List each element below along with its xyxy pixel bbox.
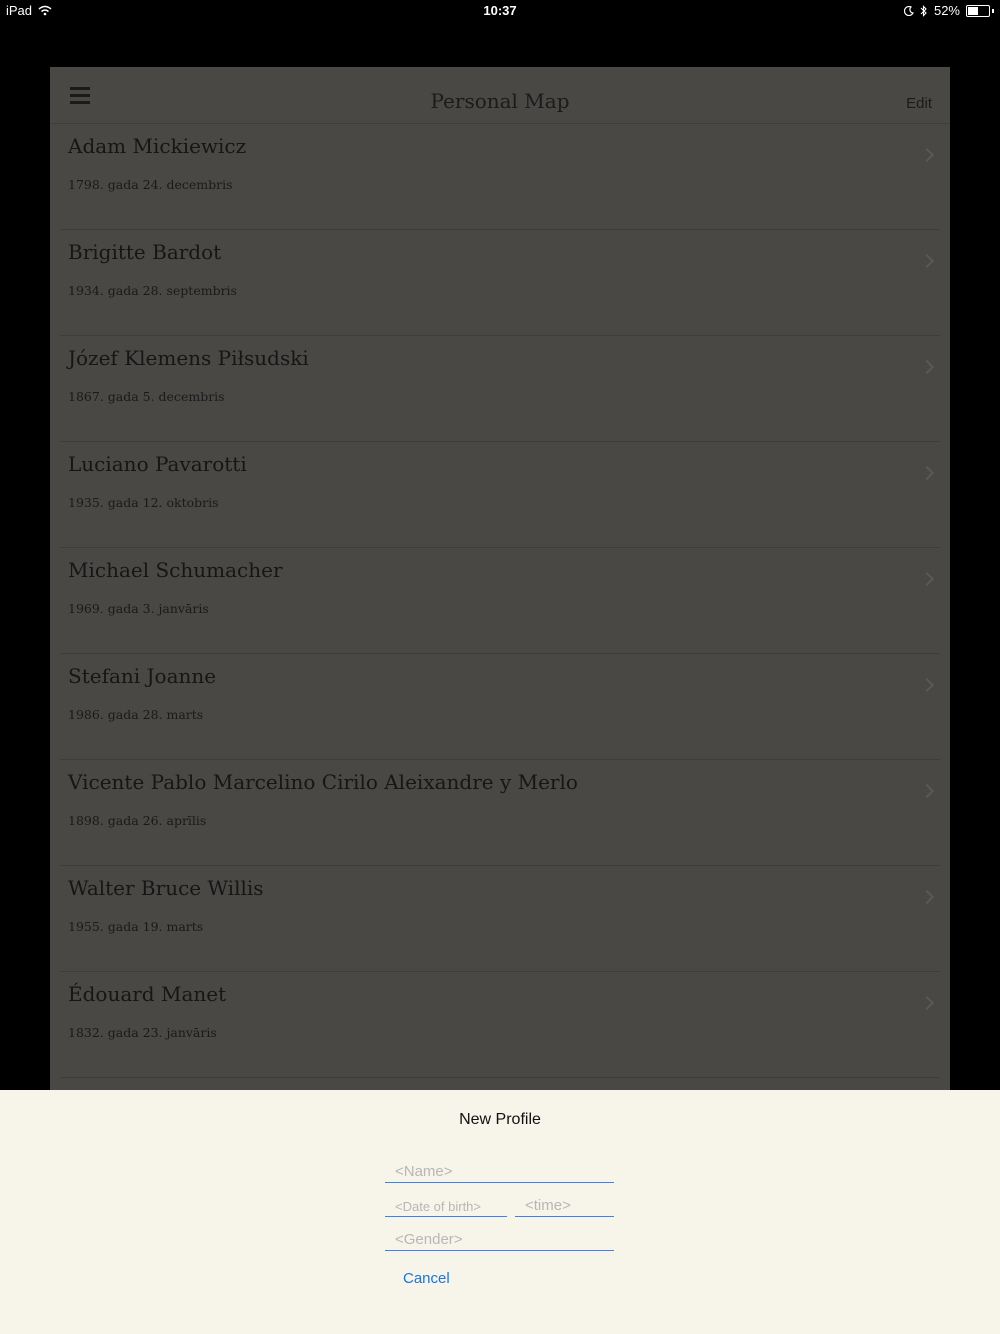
edit-button[interactable]: Edit (906, 95, 932, 112)
profile-birth-date: 1986. gada 28. marts (68, 707, 204, 722)
profile-birth-date: 1898. gada 26. aprīlis (68, 813, 207, 828)
gender-field[interactable] (385, 1228, 614, 1251)
battery-level (968, 7, 978, 15)
profile-birth-date: 1969. gada 3. janvāris (68, 601, 209, 616)
profile-row[interactable] (60, 336, 940, 442)
profile-name: Józef Klemens Piłsudski (68, 346, 309, 370)
profile-name: Vicente Pablo Marcelino Cirilo Aleixandre y Merlo (68, 770, 578, 794)
new-profile-sheet (0, 1090, 1000, 1334)
chevron-right-icon (920, 678, 934, 692)
profile-name: Édouard Manet (68, 982, 227, 1006)
profile-list (50, 124, 950, 1078)
page-title: Personal Map (430, 89, 570, 113)
chevron-right-icon (920, 148, 934, 162)
chevron-right-icon (920, 996, 934, 1010)
profile-birth-date: 1832. gada 23. janvāris (68, 1025, 217, 1040)
profile-name: Adam Mickiewicz (68, 134, 247, 158)
chevron-right-icon (920, 890, 934, 904)
profile-name: Luciano Pavarotti (68, 452, 247, 476)
nav-bar (50, 67, 950, 124)
profile-row[interactable] (60, 442, 940, 548)
profile-birth-date: 1955. gada 19. marts (68, 919, 204, 934)
dob-placeholder: <Date of birth> (395, 1199, 481, 1214)
profile-row[interactable] (60, 230, 940, 336)
profile-birth-date: 1934. gada 28. septembris (68, 283, 237, 298)
time-field[interactable] (515, 1194, 614, 1217)
status-right (904, 3, 994, 18)
battery-percent: 52% (933, 3, 960, 18)
profile-birth-date: 1935. gada 12. oktobris (68, 495, 219, 510)
moon-icon (904, 6, 914, 16)
sheet-title: New Profile (459, 1111, 541, 1128)
profile-name: Michael Schumacher (68, 558, 283, 582)
profile-row[interactable] (60, 654, 940, 760)
profile-row[interactable] (60, 972, 940, 1078)
chevron-right-icon (920, 572, 934, 586)
gender-placeholder: <Gender> (395, 1231, 463, 1248)
cancel-button[interactable]: Cancel (403, 1270, 450, 1287)
profile-row[interactable] (60, 760, 940, 866)
device-label: iPad (6, 3, 33, 18)
chevron-right-icon (920, 360, 934, 374)
profile-name: Brigitte Bardot (68, 240, 222, 264)
profile-row[interactable] (60, 124, 940, 230)
profile-name: Stefani Joanne (68, 664, 217, 688)
profile-name: Walter Bruce Willis (68, 876, 264, 900)
profiles-panel (50, 67, 950, 1090)
profile-row[interactable] (60, 866, 940, 972)
status-bar (0, 0, 1000, 22)
time-placeholder: <time> (525, 1197, 571, 1214)
bluetooth-icon (920, 5, 928, 17)
chevron-right-icon (920, 466, 934, 480)
battery-icon (966, 5, 990, 17)
status-time: 10:37 (483, 3, 517, 18)
profile-birth-date: 1798. gada 24. decembris (68, 177, 233, 192)
chevron-right-icon (920, 784, 934, 798)
name-placeholder: <Name> (395, 1163, 453, 1180)
profile-birth-date: 1867. gada 5. decembris (68, 389, 225, 404)
name-field[interactable] (385, 1160, 614, 1183)
profile-row[interactable] (60, 548, 940, 654)
chevron-right-icon (920, 254, 934, 268)
battery-tip (992, 9, 994, 13)
date-of-birth-field[interactable] (385, 1194, 507, 1217)
